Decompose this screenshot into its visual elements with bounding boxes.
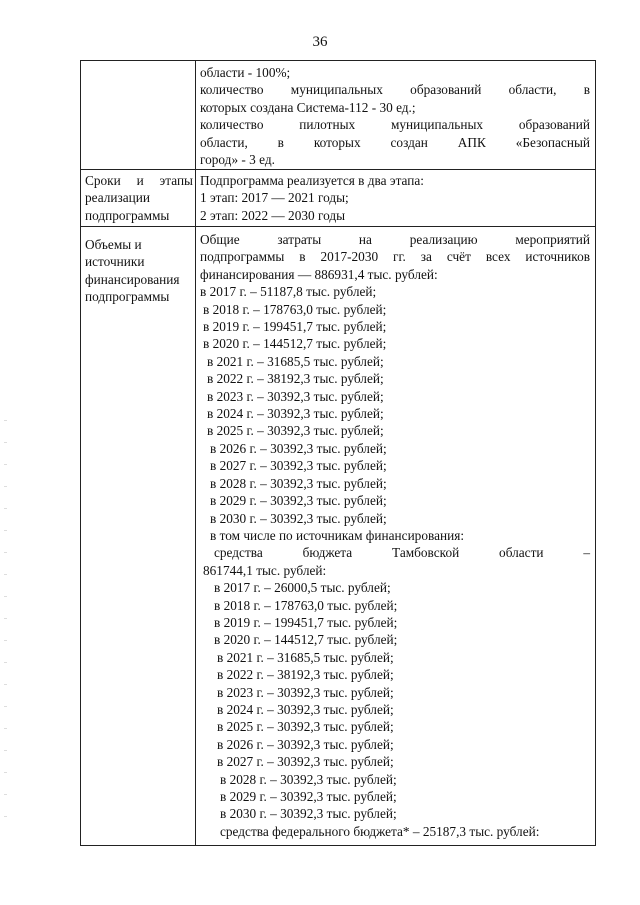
text-line: области, в которых создан АПК «Безопасный: [200, 134, 590, 150]
regional-year-line: в 2026 г. – 30392,3 тыс. рублей;: [217, 736, 394, 752]
regional-year-line: в 2022 г. – 38192,3 тыс. рублей;: [217, 667, 394, 683]
text-line: области - 100%;: [200, 65, 291, 80]
total-year-line: в 2029 г. – 30392,3 тыс. рублей;: [210, 493, 387, 509]
total-year-line: в 2024 г. – 30392,3 тыс. рублей;: [207, 406, 384, 422]
total-year-line: в 2027 г. – 30392,3 тыс. рублей;: [210, 458, 387, 474]
sources-heading: в том числе по источникам финансирования:: [210, 527, 465, 543]
text-line: подпрограммы в 2017-2030 гг. за счёт всех источников: [200, 249, 590, 265]
row3-content: [200, 231, 590, 840]
scan-margin-dots: [4, 420, 7, 820]
text-line: финансирования — 886931,4 тыс. рублей:: [200, 266, 438, 282]
row-divider-1: [80, 169, 596, 170]
row2-label: [85, 172, 193, 224]
row1-content: [200, 64, 590, 168]
text-line: подпрограммы: [85, 289, 170, 305]
regional-year-line: в 2025 г. – 30392,3 тыс. рублей;: [217, 719, 394, 735]
total-year-line: в 2020 г. – 144512,7 тыс. рублей;: [203, 336, 387, 352]
text-line: количество пилотных муниципальных образований: [200, 117, 590, 133]
text-line: 1 этап: 2017 — 2021 годы;: [200, 190, 349, 206]
regional-year-line: в 2021 г. – 31685,5 тыс. рублей;: [217, 649, 394, 665]
regional-year-line: в 2020 г. – 144512,7 тыс. рублей;: [214, 632, 398, 648]
regional-year-line: в 2019 г. – 199451,7 тыс. рублей;: [214, 614, 398, 630]
text-line: финансирования: [85, 271, 180, 287]
text-line: Подпрограмма реализуется в два этапа:: [200, 173, 424, 188]
total-year-line: в 2028 г. – 30392,3 тыс. рублей;: [210, 475, 387, 491]
regional-budget-line: средства бюджета Тамбовской области –: [214, 545, 590, 561]
text-line: которых создана Система-112 - 30 ед.;: [200, 99, 416, 115]
text-line: реализации: [85, 190, 150, 206]
total-year-line: в 2019 г. – 199451,7 тыс. рублей;: [203, 319, 387, 335]
text-line: город» - 3 ед.: [200, 152, 275, 168]
text-line: Общие затраты на реализацию мероприятий: [200, 232, 590, 247]
total-year-line: в 2026 г. – 30392,3 тыс. рублей;: [210, 440, 387, 456]
total-year-line: в 2018 г. – 178763,0 тыс. рублей;: [203, 301, 387, 317]
row3-label: [85, 236, 193, 306]
text-line: подпрограммы: [85, 207, 170, 223]
total-year-line: в 2017 г. – 51187,8 тыс. рублей;: [200, 284, 377, 300]
regional-year-line: в 2023 г. – 30392,3 тыс. рублей;: [217, 684, 394, 700]
regional-year-line: в 2030 г. – 30392,3 тыс. рублей;: [220, 806, 397, 822]
regional-budget-total: 861744,1 тыс. рублей:: [203, 562, 327, 578]
page-number: 36: [312, 34, 328, 50]
federal-budget-line: средства федерального бюджета* – 25187,3 тыс. рублей:: [220, 823, 540, 839]
total-year-line: в 2030 г. – 30392,3 тыс. рублей;: [210, 510, 387, 526]
text-line: Объемы и: [85, 237, 142, 252]
total-year-line: в 2023 г. – 30392,3 тыс. рублей;: [207, 388, 384, 404]
text-line: количество муниципальных образований области, в: [200, 82, 590, 98]
total-year-line: в 2021 г. – 31685,5 тыс. рублей;: [207, 353, 384, 369]
row2-content: [200, 172, 590, 224]
column-divider: [195, 60, 196, 846]
row-divider-2: [80, 226, 596, 227]
regional-year-line: в 2018 г. – 178763,0 тыс. рублей;: [214, 597, 398, 613]
total-year-line: в 2025 г. – 30392,3 тыс. рублей;: [207, 423, 384, 439]
regional-year-line: в 2029 г. – 30392,3 тыс. рублей;: [220, 789, 397, 804]
regional-year-line: в 2017 г. – 26000,5 тыс. рублей;: [214, 580, 391, 596]
regional-year-line: в 2028 г. – 30392,3 тыс. рублей;: [220, 771, 397, 787]
regional-year-line: в 2024 г. – 30392,3 тыс. рублей;: [217, 701, 394, 717]
regional-year-line: в 2027 г. – 30392,3 тыс. рублей;: [217, 754, 394, 770]
text-line: источники: [85, 254, 145, 270]
text-line: Сроки и этапы: [85, 173, 193, 188]
total-year-line: в 2022 г. – 38192,3 тыс. рублей;: [207, 371, 384, 387]
text-line: 2 этап: 2022 — 2030 годы: [200, 207, 346, 223]
